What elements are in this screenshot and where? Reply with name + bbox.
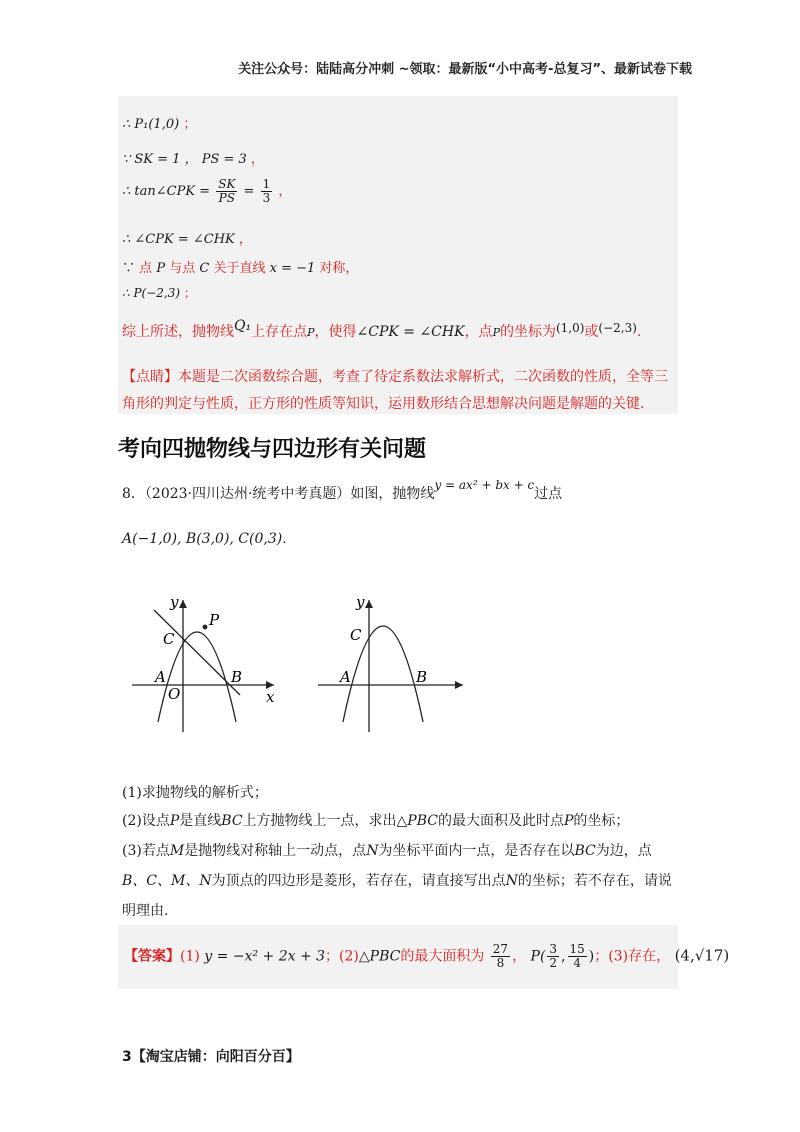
- point-p-dot: [203, 625, 208, 630]
- y-axis-arrow-icon: [179, 600, 187, 608]
- math: △PBC: [358, 948, 401, 965]
- math: P: [169, 813, 180, 829]
- label-b: B: [231, 668, 243, 686]
- y-axis-arrow-icon: [365, 600, 373, 608]
- label-y: y: [356, 593, 365, 611]
- subquestion-3-line-2: [122, 870, 672, 890]
- answer-line: 【答案】(1) y = −x² + 2x + 3；(2)△PBC的最大面积为 $\frac{27}{8}$ ， P( $\frac{3}{2}$ , $\frac{15}{4}$ )；(3)存在， (4,√17): [124, 942, 730, 970]
- math: P(: [530, 948, 546, 965]
- figure-left: [132, 593, 275, 732]
- math: △PBC: [396, 813, 438, 829]
- math: N: [366, 843, 379, 859]
- text: (2): [339, 948, 359, 965]
- text: 上方抛物线上一点，求出: [242, 813, 397, 829]
- text: 的坐标；: [573, 813, 630, 829]
- text: 与点: [169, 261, 196, 276]
- text: ；: [325, 948, 340, 965]
- text: ；: [183, 286, 196, 300]
- math: ∴ tan∠CPK =: [122, 184, 211, 199]
- label-b: B: [416, 668, 428, 686]
- denominator: 8: [496, 956, 505, 970]
- numerator: SK: [218, 177, 236, 191]
- text: (1): [180, 948, 200, 965]
- math: P: [492, 326, 500, 339]
- text: ，: [512, 948, 527, 965]
- fraction: [491, 943, 510, 970]
- math: P: [563, 813, 574, 829]
- text: 上存在点: [251, 324, 308, 340]
- numerator: 27: [492, 942, 509, 956]
- label-x: x: [266, 688, 275, 706]
- math: M: [169, 843, 185, 859]
- text: 对称，: [319, 261, 359, 276]
- text: .: [636, 324, 642, 340]
- label-a: A: [340, 668, 351, 686]
- text: 是直线: [179, 813, 222, 829]
- line-bc: [154, 610, 243, 695]
- math: P: [307, 326, 315, 339]
- label-c: C: [163, 630, 175, 648]
- text: (3)存在，: [608, 948, 671, 965]
- page-footer: 3【淘宝店铺：向阳百分百】: [122, 1049, 300, 1065]
- subquestion-2: [122, 810, 629, 830]
- fraction: [547, 943, 559, 970]
- text: (3)若点: [122, 843, 170, 859]
- math: A(−1,0), B(3,0), C(0,3): [122, 531, 283, 547]
- text: 点: [139, 261, 153, 276]
- text: 为边，点: [595, 843, 652, 859]
- math: ∴ P₁(1,0): [122, 117, 180, 132]
- math: P: [156, 261, 166, 276]
- text: 为顶点的四边形是菱形，若存在，请直接写出点: [211, 873, 506, 889]
- math: BC: [221, 813, 243, 829]
- denominator: PS: [218, 191, 235, 205]
- text: ，点: [464, 324, 493, 340]
- subquestion-3: [122, 840, 652, 860]
- figure-right: [318, 593, 463, 732]
- math: BC: [574, 843, 596, 859]
- text: 综上所述，抛物线: [122, 324, 234, 340]
- math: N: [505, 873, 518, 889]
- text: ，: [278, 184, 292, 199]
- label-a: A: [155, 668, 166, 686]
- text: 8．（2023·四川达州·统考中考真题）如图，抛物线: [122, 486, 435, 502]
- math: x = −1: [269, 261, 316, 276]
- text: (2)设点: [122, 813, 170, 829]
- math: (4,√17): [674, 946, 730, 965]
- math: ∵: [122, 261, 136, 276]
- math: C: [199, 261, 210, 276]
- math: =: [243, 184, 255, 199]
- label-o: O: [168, 685, 181, 703]
- math: ∵ SK = 1 ， PS = 3: [122, 152, 247, 167]
- denominator: 2: [549, 956, 558, 970]
- text: 的最大面积为: [400, 948, 485, 965]
- text: ，: [238, 232, 252, 247]
- math: (1,0): [555, 321, 585, 335]
- text: 是抛物线对称轴上一动点，点: [184, 843, 367, 859]
- answer-label: 【答案】: [124, 948, 180, 965]
- x-axis-arrow-icon: [455, 681, 463, 689]
- denominator: 3: [262, 191, 271, 205]
- text: 为坐标平面内一点，是否存在以: [378, 843, 575, 859]
- text: .: [282, 531, 287, 547]
- text: 的最大面积及此时点: [437, 813, 564, 829]
- math: y = −x² + 2x + 3: [204, 948, 326, 965]
- numerator: 3: [549, 942, 558, 956]
- text: 的坐标；若不存在，请说: [517, 873, 672, 889]
- subquestion-3-line-3: 明理由.: [122, 903, 169, 919]
- page-header: 关注公众号：陆陆高分冲刺 ~领取：最新版“小中高考-总复习”、最新试卷下载: [238, 62, 692, 77]
- math: Q₁: [234, 318, 252, 334]
- text: 或: [584, 324, 599, 340]
- math: ): [588, 948, 595, 965]
- fraction: [568, 943, 587, 970]
- math: ∴ P(−2,3): [122, 286, 181, 300]
- math: (−2,3): [598, 321, 637, 335]
- text: 关于直线: [213, 261, 266, 276]
- subquestion-1: (1)求抛物线的解析式；: [122, 785, 268, 801]
- label-p: P: [209, 611, 220, 629]
- text: ，使得: [314, 324, 357, 340]
- denominator: 4: [573, 956, 581, 970]
- text: ；: [183, 117, 197, 132]
- text: 过点: [534, 486, 563, 502]
- math: ∠CPK = ∠CHK: [356, 324, 465, 340]
- math: B、C、M、N: [122, 873, 212, 889]
- numerator: 1: [262, 177, 271, 191]
- label-c: C: [350, 626, 362, 644]
- math: y = ax² + bx + c: [434, 478, 535, 492]
- numerator: 15: [569, 942, 585, 956]
- label-y: y: [170, 593, 179, 611]
- text: ；: [594, 948, 609, 965]
- math: ∴ ∠CPK = ∠CHK: [122, 232, 235, 247]
- solution-note: 【点睛】本题是二次函数综合题，考查了待定系数法求解析式，二次函数的性质，全等三角形的判定与性质，正方形的性质等知识，运用数形结合思想解决问题是解题的关键.: [122, 369, 668, 412]
- text: 的坐标为: [499, 324, 556, 340]
- section-title: 考向四抛物线与四边形有关问题: [118, 437, 427, 462]
- text: ，: [250, 152, 264, 167]
